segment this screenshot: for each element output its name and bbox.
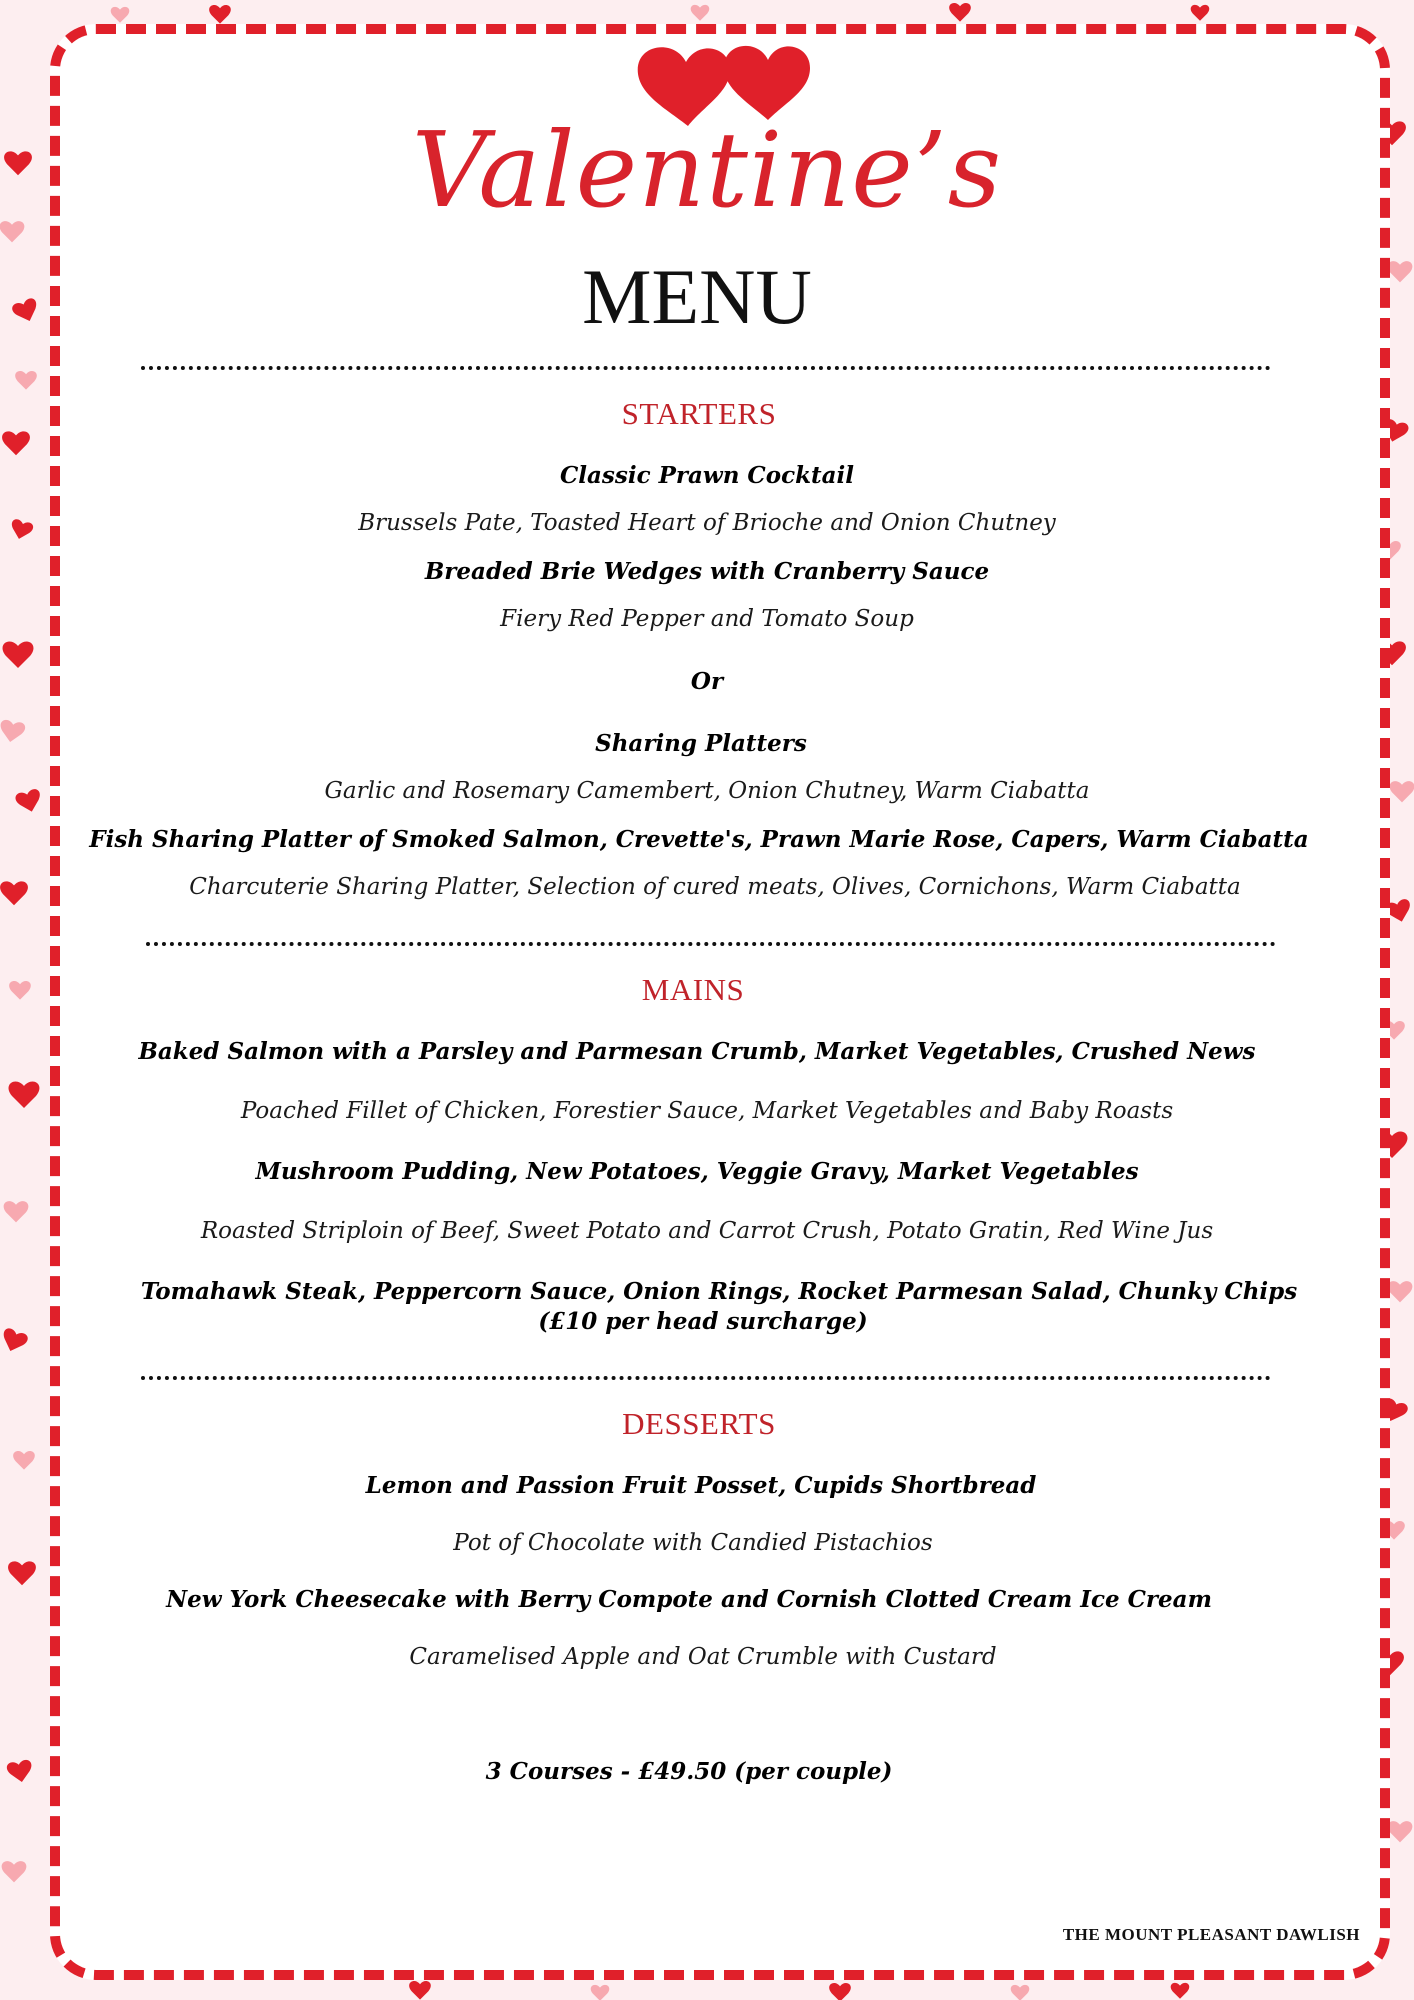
price-line: 3 Courses - £49.50 (per couple)	[485, 1758, 893, 1785]
starters-heading: STARTERS	[621, 396, 777, 431]
menu-item: Lemon and Passion Fruit Posset, Cupids Shortbread	[365, 1472, 1037, 1499]
menu-item: Mushroom Pudding, New Potatoes, Veggie Gravy, Market Vegetables	[255, 1158, 1139, 1185]
or-separator: Or	[690, 668, 724, 695]
menu-item: Fiery Red Pepper and Tomato Soup	[500, 606, 914, 632]
page-title: MENU	[582, 253, 812, 340]
menu-item: Classic Prawn Cocktail	[559, 462, 855, 489]
menu-item: Breaded Brie Wedges with Cranberry Sauce	[424, 558, 990, 585]
menu-item: Fish Sharing Platter of Smoked Salmon, Crevette's, Prawn Marie Rose, Capers, Warm Ciabatta	[89, 826, 1309, 853]
menu-item: Tomahawk Steak, Peppercorn Sauce, Onion Rings, Rocket Parmesan Salad, Chunky Chips	[140, 1278, 1298, 1305]
surcharge-note: (£10 per head surcharge)	[538, 1308, 868, 1335]
mains-heading: MAINS	[641, 972, 745, 1007]
venue-name: THE MOUNT PLEASANT DAWLISH	[1062, 1925, 1360, 1944]
divider	[141, 1376, 1271, 1380]
menu-item: Charcuterie Sharing Platter, Selection of cured meats, Olives, Cornichons, Warm Ciabatta	[189, 874, 1241, 900]
menu-item: Poached Fillet of Chicken, Forestier Sauce, Market Vegetables and Baby Roasts	[240, 1098, 1174, 1124]
menu-item: Brussels Pate, Toasted Heart of Brioche and Onion Chutney	[358, 510, 1056, 536]
menu-item: Baked Salmon with a Parsley and Parmesan Crumb, Market Vegetables, Crushed News	[138, 1038, 1256, 1065]
menu-item: Roasted Striploin of Beef, Sweet Potato and Carrot Crush, Potato Gratin, Red Wine Jus	[200, 1218, 1214, 1244]
menu-item: Pot of Chocolate with Candied Pistachios	[453, 1530, 933, 1556]
divider	[146, 942, 1276, 946]
menu-item: Garlic and Rosemary Camembert, Onion Chutney, Warm Ciabatta	[324, 778, 1090, 804]
menu-item: Caramelised Apple and Oat Crumble with Custard	[409, 1644, 997, 1670]
divider	[141, 366, 1271, 370]
desserts-heading: DESSERTS	[622, 1406, 776, 1441]
valentines-script-title: Valentine’s	[411, 109, 1003, 231]
sharing-platters-heading: Sharing Platters	[595, 730, 807, 757]
menu-item: New York Cheesecake with Berry Compote and Cornish Clotted Cream Ice Cream	[166, 1586, 1212, 1613]
